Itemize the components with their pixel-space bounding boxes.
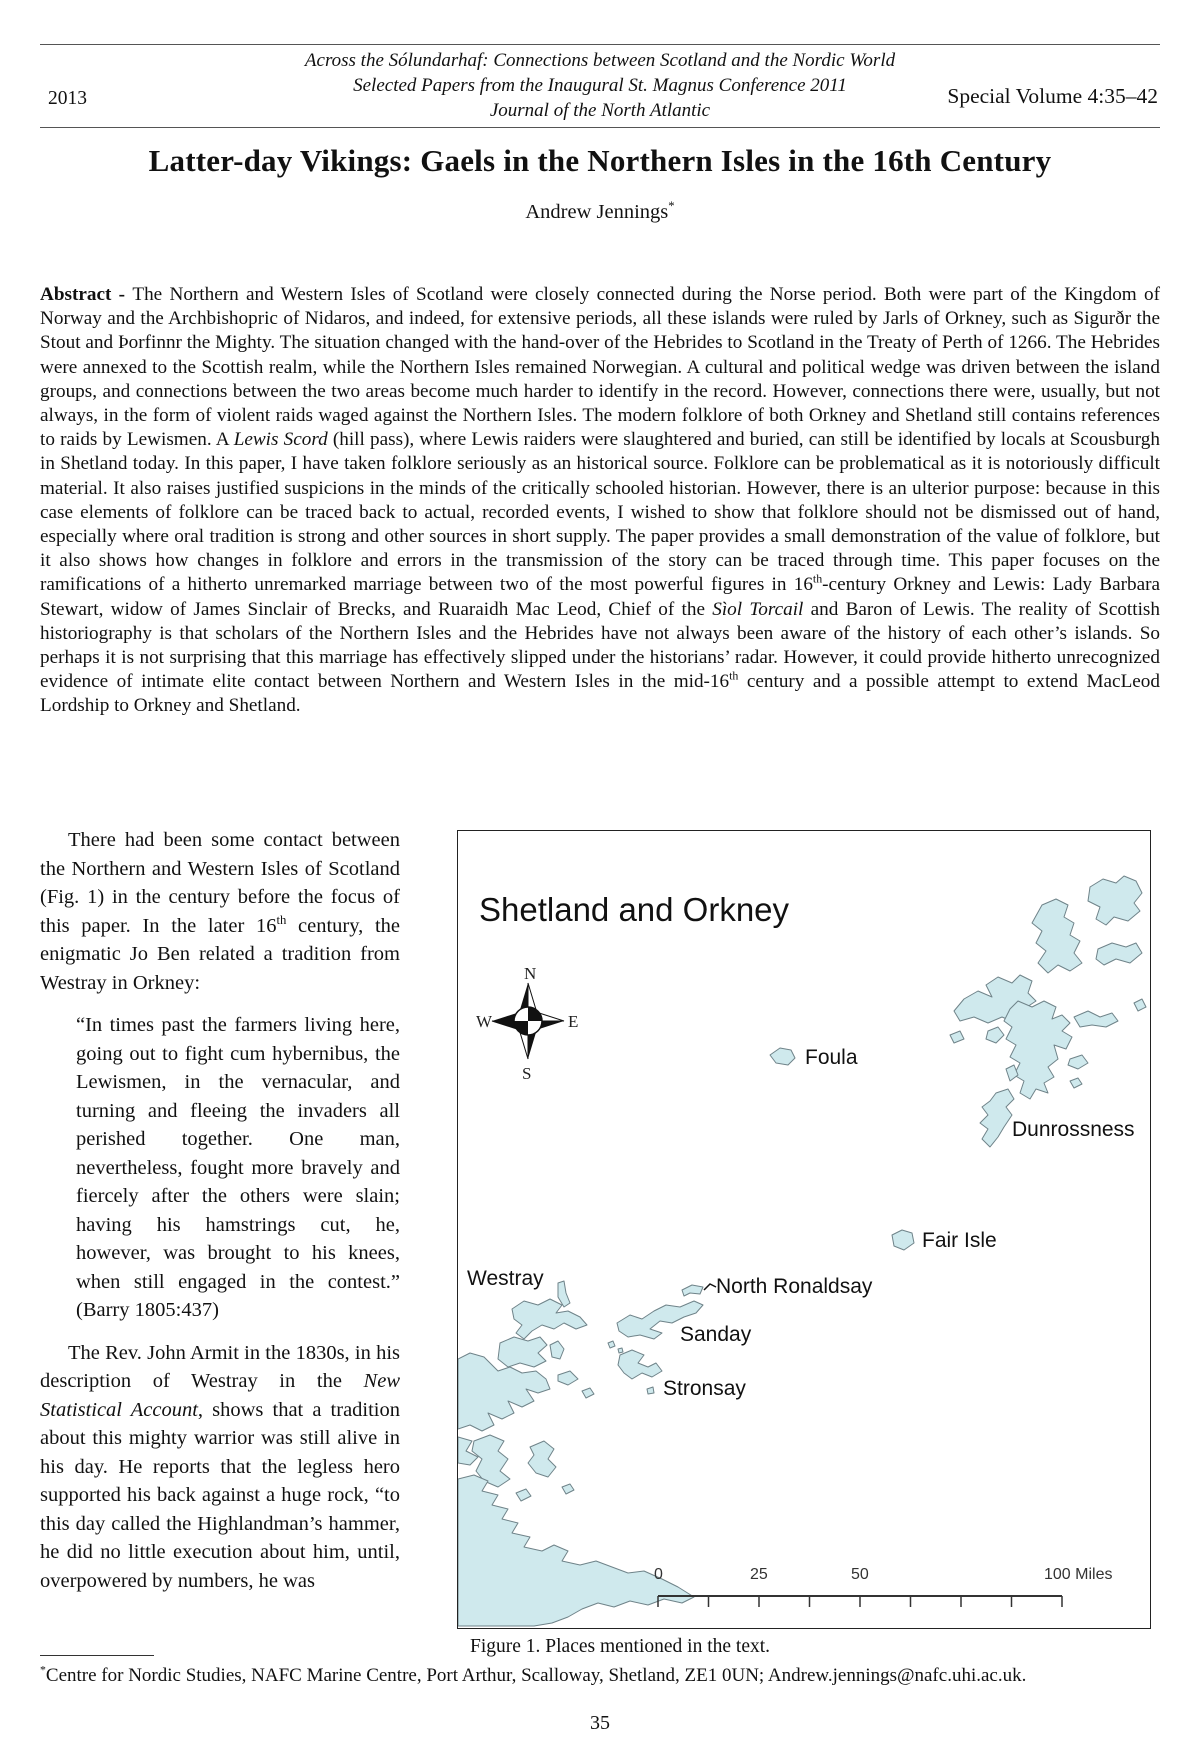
body-paragraph-2: The Rev. John Armit in the 1830s, in his description of Westray in the New Statistical Account, shows that a tradition about this mighty warrior was still alive in his day. He reports that the legless hero supported his back against a huge rock, “to this day called the Highlandman’s hammer, he did no little execution about him, until, overpowered by numbers, he was <box>40 1341 401 1592</box>
journal-series-subtitle: Selected Papers from the Inaugural St. Magnus Conference 2011 <box>353 75 847 96</box>
north-ronaldsay-pointer <box>704 1284 716 1290</box>
compass-s: S <box>522 1064 532 1083</box>
shetland-islands <box>950 876 1146 1147</box>
footnote-text: *Centre for Nordic Studies, NAFC Marine Centre, Port Arthur, Scalloway, Shetland, ZE1 0UN; Andrew.jennings@nafc.uhi.ac.uk. <box>40 1663 1027 1686</box>
journal-series-title: Across the Sólundarhaf: Connections between Scotland and the Nordic World <box>304 50 896 71</box>
author-name: Andrew Jennings <box>525 201 669 223</box>
body-paragraph-1: There had been some contact between the Northern and Western Isles of Scotland (Fig. 1) in the century before the focus of this paper. In the later 16th century, the enigmatic Jo Ben related a tradition from Westray in Orkney: <box>40 829 400 994</box>
figure-map-frame <box>457 830 1151 1629</box>
block-quote: “In times past the farmers living here, going out to fight cum hybernibus, the Lewismen, in the vernacular, and turning and fleeing the invaders all perished together. One man, nevertheless, fought more bravely and fiercely after the others were slain; having his hamstrings cut, he, however, was brought to his knees, when still engaged in the contest.” (Barry 1805:437) <box>76 1014 400 1321</box>
map-title: Shetland and Orkney <box>479 891 790 928</box>
page-number: 35 <box>590 1712 610 1734</box>
left-text-column <box>40 826 400 1609</box>
journal-name: Journal of the North Atlantic <box>489 100 711 121</box>
header-year: 2013 <box>48 88 87 109</box>
fair-isle-island <box>892 1230 914 1250</box>
map-scale-bar <box>654 1566 1112 1607</box>
article-author <box>60 201 1140 224</box>
compass-rose-icon <box>476 964 578 1083</box>
figure-caption: Figure 1. Places mentioned in the text. <box>470 1636 771 1657</box>
label-stronsay: Stronsay <box>663 1377 746 1400</box>
abstract-paragraph: Abstract - The Northern and Western Isles of Scotland were closely connected during the Norse period. Both were part of the Kingdom of Norway and the Archbishopric of Nidaros, and indeed, for extensive periods, all these islands were ruled by Jarls of Orkney, such as Sigurðr the Stout and Þorfinnr the Mighty. The situation changed with the hand-over of the Hebrides to Scotland in the Treaty of Perth of 1266. The Hebrides were annexed to the Scottish realm, while the Northern Isles remained Norwegian. A cultural and political wedge was driven between the island groups, and connections between the two areas become much harder to identify in the record. However, connections there were, usually, but not always, in the form of violent raids waged against the Northern Isles. The modern folklore of both Orkney and Shetland still contains references to raids by Lewismen. A Lewis Scord (hill pass), where Lewis raiders were slaughtered and buried, can still be identified by locals at Scousburgh in Shetland today. In this paper, I have taken folklore seriously as an historical source. Folklore can be problematical as it is notoriously difficult material. It also raises justified suspicions in the minds of the critically schooled historian. However, there is an ulterior purpose: because in this case elements of folklore can be traced back to actual, recorded events, I wished to show that folklore should not be dismissed out of hand, especially where oral tradition is strong and other sources in short supply. The paper provides a small demonstration of the value of folklore, but it also shows how changes in folklore and errors in the transmission of the story can be traced through time. This paper focuses on the ramifications of a hitherto unremarked marriage between two of the most powerful figures in 16th-century Orkney and Lewis: Lady Barbara Stewart, widow of James Sinclair of Brecks, and Ruaraidh Mac Leod, Chief of the Sìol Torcail and Baron of Lewis. The reality of Scottish historiography is that scholars of the Northern Isles and the Hebrides have not always been aware of the history of each other’s islands. So perhaps it is not surprising that this marriage has effectively slipped under the historians’ radar. However, it could provide hitherto unrecognized evidence of intimate elite contact between Northern and Western Isles in the mid-16th century and a possible attempt to extend MacLeod Lordship to Orkney and Shetland. <box>40 284 1160 717</box>
author-footnote-mark: * <box>668 199 675 214</box>
header-volume: Special Volume 4:35–42 <box>947 84 1158 108</box>
compass-e: E <box>568 1012 579 1031</box>
label-north-ronaldsay: North Ronaldsay <box>716 1275 873 1298</box>
label-dunrossness: Dunrossness <box>1012 1118 1135 1141</box>
journal-header <box>150 48 1050 123</box>
footnote-rule <box>40 1655 154 1656</box>
scale-tick-50: 50 <box>851 1566 869 1583</box>
scale-tick-25: 25 <box>750 1566 768 1583</box>
compass-n: N <box>524 964 537 983</box>
label-sanday: Sanday <box>680 1323 752 1346</box>
compass-w: W <box>476 1012 493 1031</box>
label-westray: Westray <box>467 1267 544 1290</box>
foula-island <box>770 1048 795 1065</box>
label-foula: Foula <box>805 1046 858 1069</box>
header-top-rule <box>40 44 1160 45</box>
article-title: Latter-day Vikings: Gaels in the Northern Isles in the 16th Century <box>148 143 1052 178</box>
map-svg <box>458 831 1150 1628</box>
label-fair-isle: Fair Isle <box>922 1229 997 1252</box>
scale-tick-0: 0 <box>654 1566 663 1583</box>
scale-tick-100: 100 Miles <box>1044 1566 1113 1583</box>
header-bottom-rule <box>40 127 1160 128</box>
